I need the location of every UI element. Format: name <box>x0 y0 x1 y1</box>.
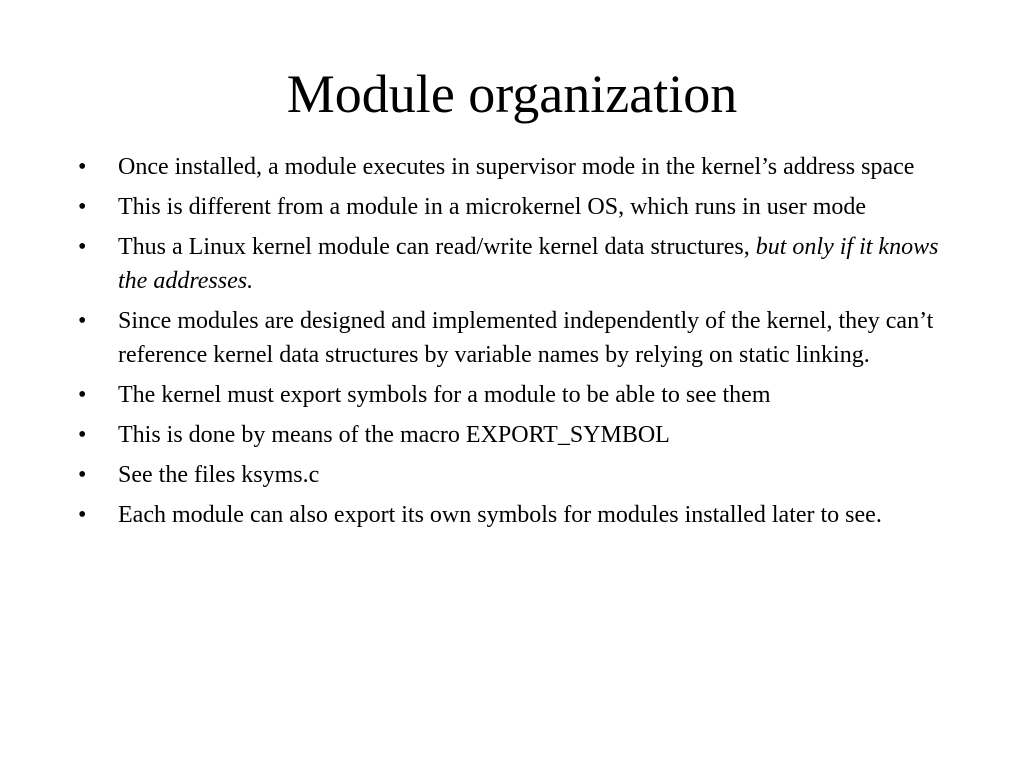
bullet-item <box>78 498 958 532</box>
bullet-dot-icon: • <box>78 382 87 408</box>
bullet-text: This is done by means of the macro EXPORT_SYMBOL <box>118 422 670 448</box>
bullet-text: Each module can also export its own symbols for modules installed later to see. <box>118 502 882 528</box>
bullet-dot-icon: • <box>78 234 87 260</box>
bullet-item <box>78 150 958 184</box>
bullet-text: Once installed, a module executes in supervisor mode in the kernel’s address space <box>118 154 915 180</box>
bullet-dot-icon: • <box>78 422 87 448</box>
bullet-text: This is different from a module in a microkernel OS, which runs in user mode <box>118 194 867 220</box>
bullet-text: Since modules are designed and implemented independently of the kernel, they can’t reference kernel data structures by variable names by relying on static linking. <box>118 308 934 368</box>
bullet-item <box>78 304 958 372</box>
bullet-dot-icon: • <box>78 462 87 488</box>
slide-title: Module organization <box>286 64 738 124</box>
bullet-item <box>78 190 958 224</box>
bullet-item <box>78 458 958 492</box>
bullet-item <box>78 378 958 412</box>
bullet-dot-icon: • <box>78 308 87 334</box>
bullet-item <box>78 418 958 452</box>
bullet-text: The kernel must export symbols for a module to be able to see them <box>118 382 771 408</box>
bullet-list <box>78 150 958 538</box>
bullet-text: See the files ksyms.c <box>118 462 320 488</box>
bullet-emphasis-text: but only if it knows the addresses. <box>118 234 939 294</box>
bullet-text: Thus a Linux kernel module can read/write kernel data structures, <box>118 234 756 260</box>
bullet-dot-icon: • <box>78 194 87 220</box>
bullet-dot-icon: • <box>78 154 87 180</box>
bullet-item <box>78 230 958 298</box>
bullet-dot-icon: • <box>78 502 87 528</box>
